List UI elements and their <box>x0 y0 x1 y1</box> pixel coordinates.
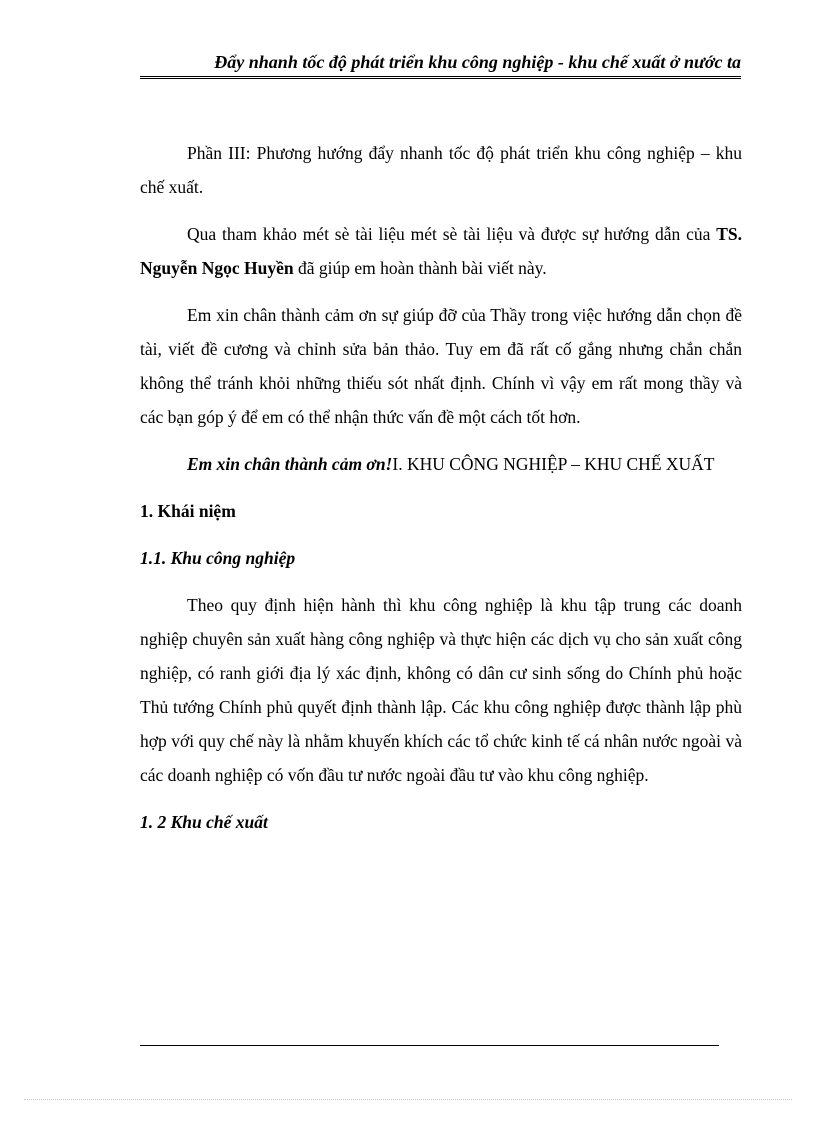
document-body <box>140 136 742 852</box>
references-text-before: Qua tham khảo mét sè tài liệu mét sè tài liệu và được sự hướng dẫn của <box>187 224 717 244</box>
paragraph-references <box>140 217 742 285</box>
advisor-name: TS. Nguyễn Ngọc Huyền <box>140 224 742 278</box>
heading-concept: 1. Khái niệm <box>140 501 236 521</box>
page-boundary-dotted-line <box>24 1099 792 1100</box>
paragraph-part-three: Phần III: Phương hướng đẩy nhanh tốc độ phát triển khu công nghiệp – khu chế xuất. <box>140 143 742 197</box>
running-header: Đẩy nhanh tốc độ phát triển khu công nghiệp - khu chế xuất ở nước ta <box>214 52 741 72</box>
footer-rule <box>140 1045 719 1046</box>
heading-industrial-zone: 1.1. Khu công nghiệp <box>140 548 296 568</box>
paragraph-acknowledgement: Em xin chân thành cảm ơn sự giúp đỡ của Thầy trong việc hướng dẫn chọn đề tài, viết đề cương và chỉnh sửa bản thảo. Tuy em đã rất cố gắng nhưng chắn chắn không thể tránh khỏi những thiếu sót nhất định. Chính vì vậy em rất mong thầy và các bạn góp ý để em có thể nhận thức vấn đề một cách tốt hơn. <box>140 305 742 427</box>
thanks-line: Em xin chân thành cảm ơn! <box>187 454 393 474</box>
header-rule <box>140 76 741 79</box>
heading-export-processing-zone: 1. 2 Khu chế xuất <box>140 812 268 832</box>
references-text-after: đã giúp em hoàn thành bài viết này. <box>293 258 547 278</box>
thanks-and-section-title <box>140 447 742 481</box>
paragraph-industrial-zone-definition: Theo quy định hiện hành thì khu công nghiệp là khu tập trung các doanh nghiệp chuyên sản xuất hàng công nghiệp và thực hiện các dịch vụ cho sản xuất công nghiệp, có ranh giới địa lý xác định, không có dân cư sinh sống do Chính phủ hoặc Thủ tướng Chính phủ quyết định thành lập. Các khu công nghiệp được thành lập phù hợp với quy chế này là nhằm khuyến khích các tổ chức kinh tế cá nhân nước ngoài và các doanh nghiệp có vốn đầu tư nước ngoài đầu tư vào khu công nghiệp. <box>140 595 742 785</box>
section-title: I. KHU CÔNG NGHIỆP – KHU CHẾ XUẤT <box>392 454 715 474</box>
